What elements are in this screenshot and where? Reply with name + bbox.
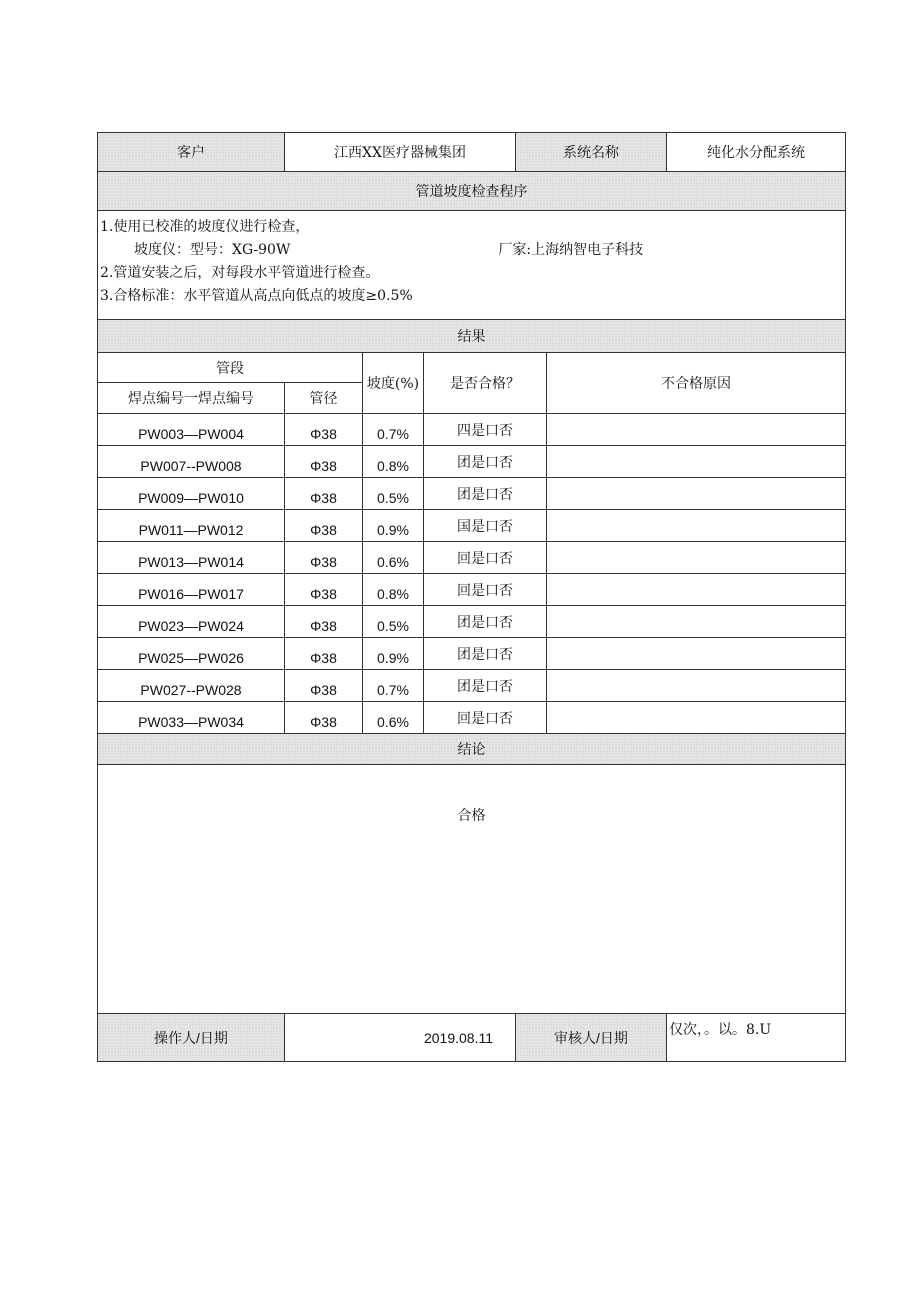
fail-reason bbox=[547, 414, 846, 446]
table-row bbox=[98, 446, 846, 478]
customer-value: 江西XX医疗器械集团 bbox=[285, 133, 516, 172]
pipe-diameter: Φ38 bbox=[285, 414, 363, 446]
conclusion-title: 结论 bbox=[98, 734, 846, 765]
fail-reason bbox=[547, 606, 846, 638]
table-row bbox=[98, 574, 846, 606]
conclusion-value: 合格 bbox=[98, 765, 846, 1014]
table-row bbox=[98, 606, 846, 638]
col-pass: 是否合格？ bbox=[424, 353, 547, 414]
inspection-form bbox=[97, 132, 845, 1062]
pass-check: 回是口否 bbox=[424, 702, 547, 734]
slope-value: 0.6% bbox=[363, 702, 424, 734]
system-value: 纯化水分配系统 bbox=[667, 133, 846, 172]
table-row bbox=[98, 510, 846, 542]
col-reason: 不合格原因 bbox=[547, 353, 846, 414]
table-row bbox=[98, 414, 846, 446]
pass-check: 团是口否 bbox=[424, 446, 547, 478]
slope-value: 0.8% bbox=[363, 574, 424, 606]
fail-reason bbox=[547, 574, 846, 606]
fail-reason bbox=[547, 542, 846, 574]
fail-reason bbox=[547, 638, 846, 670]
pass-check: 团是口否 bbox=[424, 606, 547, 638]
pipe-diameter: Φ38 bbox=[285, 446, 363, 478]
slope-value: 0.7% bbox=[363, 414, 424, 446]
procedure-title: 管道坡度检查程序 bbox=[98, 172, 846, 211]
pipe-diameter: Φ38 bbox=[285, 670, 363, 702]
pipe-diameter: Φ38 bbox=[285, 574, 363, 606]
pipe-diameter: Φ38 bbox=[285, 542, 363, 574]
header-row bbox=[98, 133, 846, 172]
operator-label: 操作人/日期 bbox=[98, 1014, 285, 1062]
table-row bbox=[98, 478, 846, 510]
table-row bbox=[98, 670, 846, 702]
pass-check: 回是口否 bbox=[424, 542, 547, 574]
weld-range: PW016—PW017 bbox=[98, 574, 285, 606]
pipe-diameter: Φ38 bbox=[285, 702, 363, 734]
col-segment: 管段 bbox=[98, 353, 363, 383]
pass-check: 团是口否 bbox=[424, 670, 547, 702]
weld-range: PW013—PW014 bbox=[98, 542, 285, 574]
weld-range: PW025—PW026 bbox=[98, 638, 285, 670]
pass-check: 团是口否 bbox=[424, 478, 547, 510]
weld-range: PW027--PW028 bbox=[98, 670, 285, 702]
results-title: 结果 bbox=[98, 320, 846, 353]
fail-reason bbox=[547, 702, 846, 734]
procedure-line-1: 1.使用已校准的坡度仪进行检查， bbox=[100, 219, 310, 235]
fail-reason bbox=[547, 478, 846, 510]
procedure-body bbox=[98, 211, 846, 320]
instrument-maker: 厂家:上海纳智电子科技 bbox=[498, 242, 644, 258]
procedure-line-3: 3.合格标准：水平管道从高点向低点的坡度≥0.5% bbox=[100, 288, 413, 304]
slope-value: 0.9% bbox=[363, 638, 424, 670]
form-table bbox=[97, 132, 846, 1062]
procedure-line-2: 2.管道安装之后，对每段水平管道进行检查。 bbox=[100, 265, 380, 281]
instrument-model: 坡度仪：型号：XG-90W bbox=[134, 242, 291, 258]
fail-reason bbox=[547, 510, 846, 542]
procedure-instrument-line bbox=[100, 239, 845, 262]
slope-value: 0.6% bbox=[363, 542, 424, 574]
pipe-diameter: Φ38 bbox=[285, 638, 363, 670]
weld-range: PW007--PW008 bbox=[98, 446, 285, 478]
table-row bbox=[98, 702, 846, 734]
pass-check: 回是口否 bbox=[424, 574, 547, 606]
fail-reason bbox=[547, 446, 846, 478]
col-slope: 坡度(%) bbox=[363, 353, 424, 414]
pass-check: 团是口否 bbox=[424, 638, 547, 670]
operator-date: 2019.08.11 bbox=[285, 1014, 516, 1062]
pipe-diameter: Φ38 bbox=[285, 606, 363, 638]
slope-value: 0.5% bbox=[363, 478, 424, 510]
col-weld: 焊点编号一焊点编号 bbox=[98, 383, 285, 414]
pipe-diameter: Φ38 bbox=[285, 478, 363, 510]
footer-row bbox=[98, 1014, 846, 1062]
slope-value: 0.5% bbox=[363, 606, 424, 638]
customer-label: 客户 bbox=[98, 133, 285, 172]
reviewer-label: 审核人/日期 bbox=[516, 1014, 667, 1062]
col-diameter: 管径 bbox=[285, 383, 363, 414]
table-row bbox=[98, 542, 846, 574]
pipe-diameter: Φ38 bbox=[285, 510, 363, 542]
reviewer-signature: 仅次，。以。8.U bbox=[667, 1014, 846, 1062]
slope-value: 0.9% bbox=[363, 510, 424, 542]
slope-value: 0.7% bbox=[363, 670, 424, 702]
fail-reason bbox=[547, 670, 846, 702]
weld-range: PW023—PW024 bbox=[98, 606, 285, 638]
weld-range: PW033—PW034 bbox=[98, 702, 285, 734]
pass-check: 国是口否 bbox=[424, 510, 547, 542]
weld-range: PW009—PW010 bbox=[98, 478, 285, 510]
weld-range: PW003—PW004 bbox=[98, 414, 285, 446]
pass-check: 四是口否 bbox=[424, 414, 547, 446]
weld-range: PW011—PW012 bbox=[98, 510, 285, 542]
system-label: 系统名称 bbox=[516, 133, 667, 172]
slope-value: 0.8% bbox=[363, 446, 424, 478]
table-row bbox=[98, 638, 846, 670]
